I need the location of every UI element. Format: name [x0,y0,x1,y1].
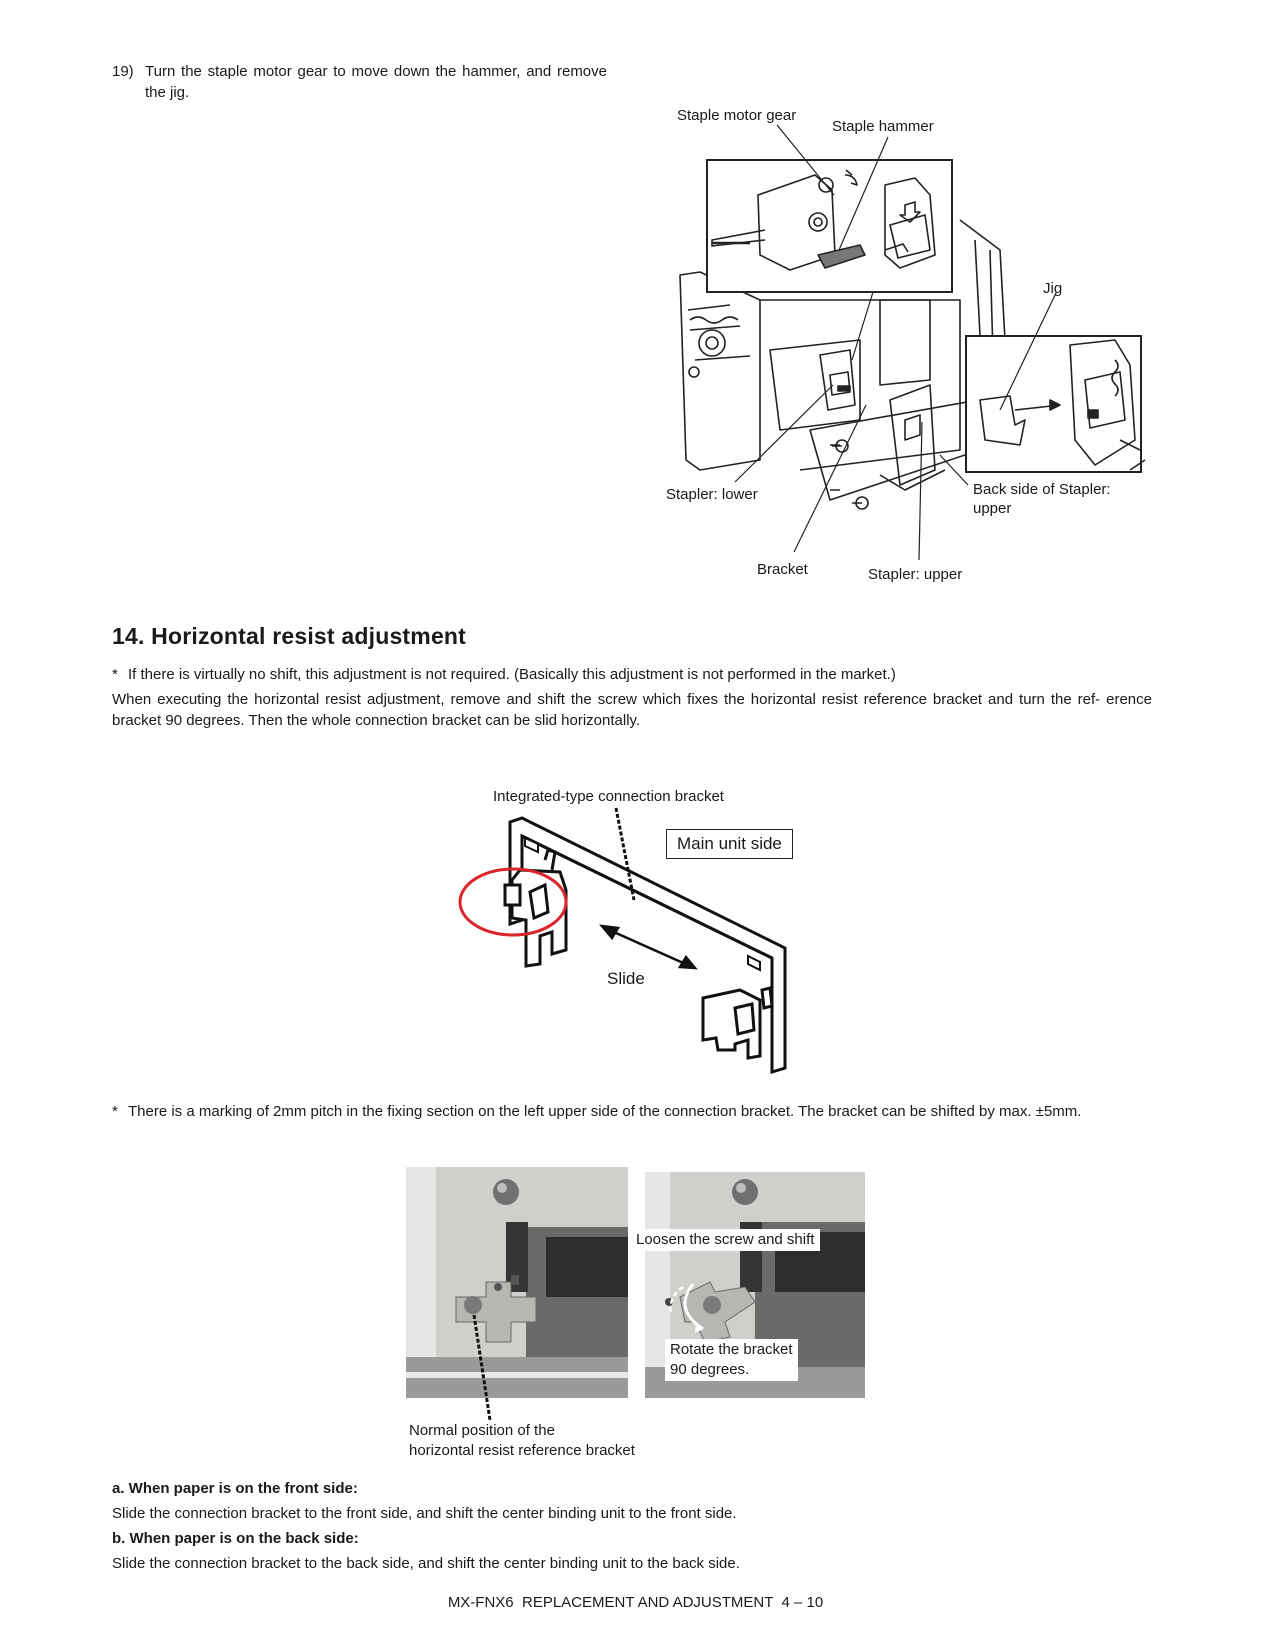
case-b-text: Slide the connection bracket to the back side, and shift the center binding unit to the back side. [112,1555,740,1572]
label-jig: Jig [1043,280,1063,297]
note-1: If there is virtually no shift, this adjustment is not required. (Basically this adjustment is not performed in the market.) [128,666,896,683]
label-rotate-line2: 90 degrees. [670,1361,750,1378]
label-rotate [665,1339,798,1381]
label-loosen: Loosen the screw and shift [630,1229,820,1251]
step-19-text: Turn the staple motor gear to move down the hammer, and remove the jig. [145,63,607,101]
section-heading: 14. Horizontal resist adjustment [112,623,467,649]
step-number: 19) [112,63,134,80]
label-main-unit-side: Main unit side [666,829,793,859]
label-staple-motor-gear: Staple motor gear [677,107,797,124]
label-stapler-upper: Stapler: upper [868,566,963,583]
note-marker-2: * [112,1103,118,1120]
case-a-title: a. When paper is on the front side: [112,1480,358,1497]
label-rotate-line1: Rotate the bracket [670,1341,793,1358]
label-stapler-lower: Stapler: lower [666,486,758,503]
label-slide: Slide [607,969,645,988]
case-b-title: b. When paper is on the back side: [112,1530,359,1547]
section-paragraph: When executing the horizontal resist adjustment, remove and shift the screw which fixes the horizontal resist reference bracket and turn the ref- erence bracket 90 degrees. Then the whole connection bracket can be slid horizontally. [112,691,1152,729]
label-back-side-line1: Back side of Stapler: [973,481,1111,498]
note-marker: * [112,666,118,683]
label-bracket: Bracket [757,561,808,578]
label-normal-line1: Normal position of the [409,1422,555,1439]
label-normal-line2: horizontal resist reference bracket [409,1442,635,1459]
label-integrated-bracket: Integrated-type connection bracket [493,788,724,805]
note-2: There is a marking of 2mm pitch in the fixing section on the left upper side of the connection bracket. The bracket can be shifted by max. ±5mm. [128,1103,1082,1120]
label-staple-hammer: Staple hammer [832,118,934,135]
case-a-text: Slide the connection bracket to the front side, and shift the center binding unit to the front side. [112,1505,737,1522]
page-footer: MX-FNX6 REPLACEMENT AND ADJUSTMENT 4 – 10 [447,1594,824,1611]
label-back-side-line2: upper [973,500,1012,517]
